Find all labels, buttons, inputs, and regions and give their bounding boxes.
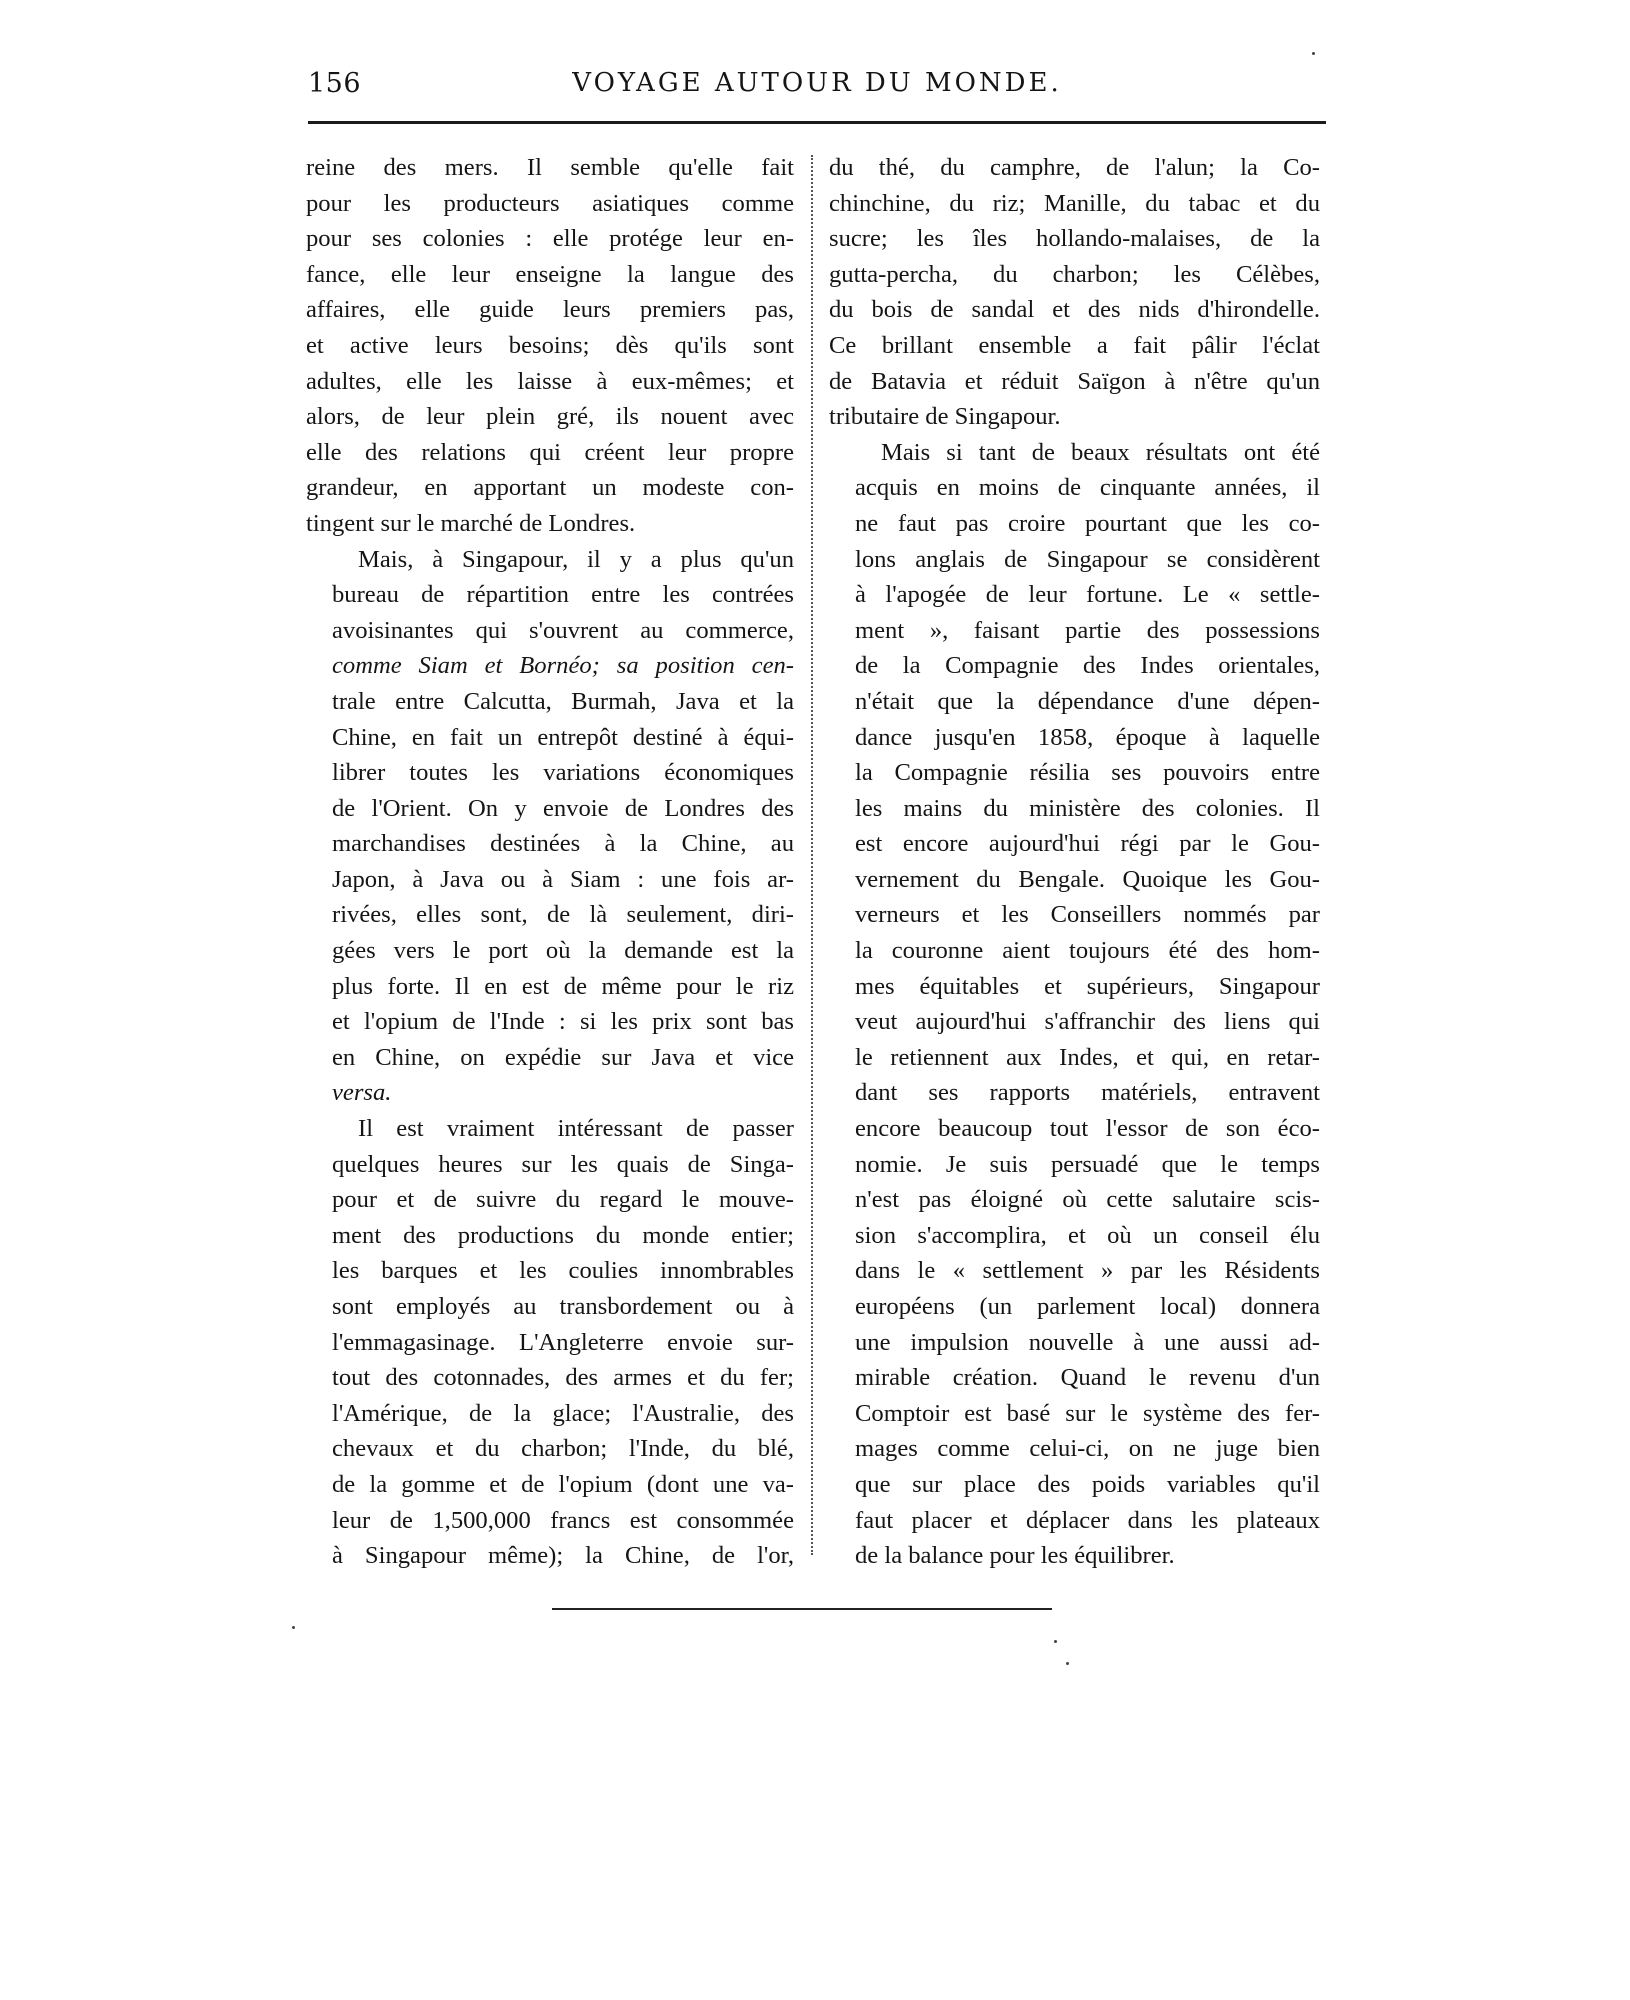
text-line: plus forte. Il en est de même pour le riz [332, 972, 794, 1000]
text-line: Comptoir est basé sur le système des fer- [855, 1399, 1320, 1427]
text-line: n'est pas éloigné où cette salutaire scis- [855, 1186, 1320, 1214]
text-line: reine des mers. Il semble qu'elle fait [306, 154, 794, 181]
text-line: pour ses colonies : elle protége leur en- [306, 225, 794, 253]
paragraph [306, 542, 794, 1112]
text-line: encore beaucoup tout l'essor de son éco- [855, 1115, 1320, 1143]
text-line: les barques et les coulies innombrables [332, 1257, 794, 1285]
text-line: pour et de suivre du regard le mouve- [332, 1186, 794, 1214]
text-line: de la balance pour les équilibrer. [855, 1542, 1175, 1570]
text-line: une impulsion nouvelle à une aussi ad- [855, 1328, 1320, 1356]
left-column [306, 150, 794, 1574]
text-line: faut placer et déplacer dans les plateaux [855, 1506, 1320, 1534]
text-line: de la gomme et de l'opium (dont une va- [332, 1470, 794, 1498]
paragraph [306, 1111, 794, 1574]
text-line: sucre; les îles hollando-malaises, de la [829, 225, 1320, 253]
text-line: leur de 1,500,000 francs est consommée [332, 1506, 794, 1534]
text-line: rivées, elles sont, de là seulement, diri- [332, 901, 794, 929]
paragraph [829, 435, 1320, 1574]
text-line: à l'apogée de leur fortune. Le « settle- [855, 581, 1320, 609]
text-line: du thé, du camphre, de l'alun; la Co- [829, 154, 1320, 181]
scan-speck [1054, 1640, 1057, 1643]
right-column [829, 150, 1320, 1574]
text-line: bureau de répartition entre les contrées [332, 581, 794, 609]
text-line: que sur place des poids variables qu'il [855, 1470, 1320, 1498]
text-line: fance, elle leur enseigne la langue des [306, 260, 794, 288]
text-line: nomie. Je suis persuadé que le temps [855, 1150, 1320, 1178]
text-line: elle des relations qui créent leur propre [306, 438, 794, 466]
text-line: la Compagnie résilia ses pouvoirs entre [855, 759, 1320, 787]
text-line: quelques heures sur les quais de Singa- [332, 1150, 794, 1178]
text-line: acquis en moins de cinquante années, il [855, 474, 1320, 502]
text-line: comme Siam et Bornéo; sa position cen- [332, 652, 794, 680]
text-line: mirable création. Quand le revenu d'un [855, 1364, 1320, 1392]
text-line: tributaire de Singapour. [829, 403, 1061, 431]
text-line: en Chine, on expédie sur Java et vice [332, 1043, 794, 1071]
text-line: adultes, elle les laisse à eux-mêmes; et [306, 367, 794, 395]
text-line: chevaux et du charbon; l'Inde, du blé, [332, 1435, 794, 1463]
text-line: pour les producteurs asiatiques comme [306, 189, 794, 217]
text-line: sont employés au transbordement ou à [332, 1293, 794, 1320]
text-line: Japon, à Java ou à Siam : une fois ar- [332, 865, 794, 893]
text-line: grandeur, en apportant un modeste con- [306, 474, 794, 502]
text-line: à Singapour même); la Chine, de l'or, [332, 1542, 794, 1570]
text-line: gées vers le port où la demande est la [332, 937, 794, 965]
text-line: Il est vraiment intéressant de passer [358, 1115, 794, 1143]
text-line: l'emmagasinage. L'Angleterre envoie sur- [332, 1328, 794, 1356]
text-line: et l'opium de l'Inde : si les prix sont bas [332, 1008, 794, 1036]
scan-speck [1312, 52, 1315, 55]
page-number: 156 [308, 68, 362, 99]
text-line: verneurs et les Conseillers nommés par [855, 901, 1320, 929]
text-line: gutta-percha, du charbon; les Célèbes, [829, 260, 1320, 288]
text-line: marchandises destinées à la Chine, au [332, 830, 794, 858]
text-line: Mais, à Singapour, il y a plus qu'un [358, 545, 794, 573]
text-line: ment », faisant partie des possessions [855, 616, 1320, 644]
text-line: la couronne aient toujours été des hom- [855, 937, 1320, 965]
text-line: dans le « settlement » par les Résidents [855, 1257, 1320, 1285]
text-line: trale entre Calcutta, Burmah, Java et la [332, 687, 794, 715]
text-line: affaires, elle guide leurs premiers pas, [306, 296, 794, 324]
text-line: tout des cotonnades, des armes et du fer; [332, 1364, 794, 1392]
text-line: n'était que la dépendance d'une dépen- [855, 687, 1320, 715]
text-line: de Batavia et réduit Saïgon à n'être qu'un [829, 367, 1320, 395]
text-line: ne faut pas croire pourtant que les co- [855, 509, 1320, 537]
text-line: mages comme celui-ci, on ne juge bien [855, 1435, 1320, 1463]
running-title: VOYAGE AUTOUR DU MONDE. [572, 68, 1062, 98]
text-line: européens (un parlement local) donnera [855, 1293, 1320, 1320]
text-line: Ce brillant ensemble a fait pâlir l'éclat [829, 331, 1320, 359]
text-line: dance jusqu'en 1858, époque à laquelle [855, 723, 1320, 751]
text-line: Mais si tant de beaux résultats ont été [881, 438, 1320, 466]
text-line: Chine, en fait un entrepôt destiné à équi- [332, 723, 794, 751]
text-line: chinchine, du riz; Manille, du tabac et du [829, 189, 1320, 217]
text-line: versa. [332, 1079, 392, 1107]
scan-speck [292, 1626, 295, 1629]
text-line: de la Compagnie des Indes orientales, [855, 652, 1320, 680]
text-line: le retiennent aux Indes, et qui, en retar- [855, 1043, 1320, 1071]
paragraph [306, 150, 794, 542]
text-line: les mains du ministère des colonies. Il [855, 794, 1320, 822]
text-line: mes équitables et supérieurs, Singapour [855, 972, 1320, 1000]
text-line: veut aujourd'hui s'affranchir des liens qui [855, 1008, 1320, 1036]
text-line: vernement du Bengale. Quoique les Gou- [855, 865, 1320, 893]
text-line: lons anglais de Singapour se considèrent [855, 545, 1320, 573]
paragraph [829, 150, 1320, 435]
text-line: de l'Orient. On y envoie de Londres des [332, 794, 794, 822]
text-line: librer toutes les variations économiques [332, 759, 794, 787]
text-line: est encore aujourd'hui régi par le Gou- [855, 830, 1320, 858]
text-line: avoisinantes qui s'ouvrent au commerce, [332, 616, 794, 644]
header-rule [308, 121, 1326, 124]
column-divider [811, 155, 813, 1555]
end-rule [552, 1608, 1052, 1610]
text-line: et active leurs besoins; dès qu'ils sont [306, 331, 794, 359]
scan-speck [1066, 1662, 1069, 1665]
page-header [308, 68, 1326, 108]
text-line: sion s'accomplira, et où un conseil élu [855, 1221, 1320, 1249]
text-line: ment des productions du monde entier; [332, 1221, 794, 1249]
text-line: l'Amérique, de la glace; l'Australie, des [332, 1399, 794, 1427]
text-line: tingent sur le marché de Londres. [306, 509, 636, 537]
text-line: du bois de sandal et des nids d'hirondelle. [829, 296, 1320, 324]
text-line: alors, de leur plein gré, ils nouent avec [306, 403, 794, 431]
text-line: dant ses rapports matériels, entravent [855, 1079, 1320, 1107]
